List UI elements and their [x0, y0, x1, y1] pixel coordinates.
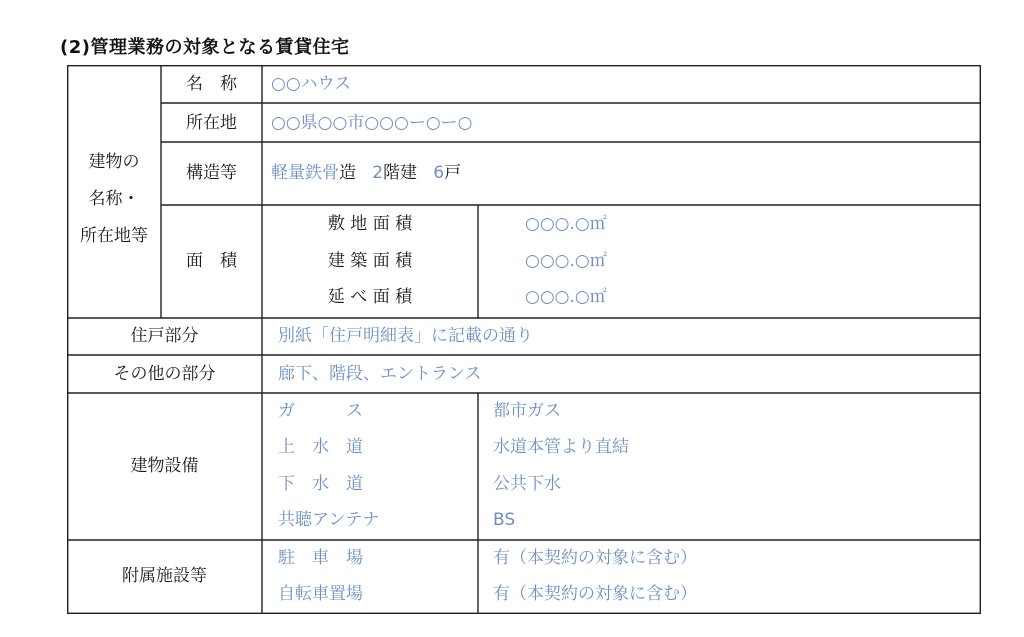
structure-floors-unit: 階建 — [383, 163, 418, 183]
equipment-antenna-value: BS — [493, 510, 516, 530]
units-value: 別紙「住戸明細表」に記載の通り — [278, 326, 533, 346]
other-label: その他の部分 — [113, 364, 216, 384]
area-total-label: 延 べ 面 積 — [327, 287, 413, 307]
structure-floors: 2 — [372, 163, 384, 183]
section-heading: (2)管理業務の対象となる賃貸住宅 — [60, 37, 350, 58]
left-group-label-2: 名称・ — [88, 189, 140, 209]
name-label: 名 称 — [186, 74, 237, 94]
equipment-water-value: 水道本管より直結 — [493, 437, 629, 457]
equipment-water-label: 上 水 道 — [278, 437, 363, 457]
facilities-bicycle-value: 有（本契約の対象に含む） — [493, 584, 697, 604]
equipment-label: 建物設備 — [130, 456, 199, 476]
left-group-label-1: 建物の — [88, 152, 140, 172]
structure-units: 6 — [433, 163, 445, 183]
equipment-sewer-value: 公共下水 — [493, 474, 561, 494]
units-label: 住戸部分 — [130, 326, 199, 346]
equipment-antenna-label: 共聴アンテナ — [278, 510, 380, 530]
structure-suffix: 造 — [339, 163, 356, 183]
area-building-value: ○○○.○㎡ — [525, 251, 607, 271]
address-value: ○○県○○市○○○ー○ー○ — [271, 113, 473, 133]
facilities-bicycle-label: 自転車置場 — [278, 584, 363, 604]
facilities-parking-label: 駐 車 場 — [278, 548, 363, 568]
area-site-value: ○○○.○㎡ — [525, 214, 607, 234]
area-site-label: 敷 地 面 積 — [327, 214, 413, 234]
structure-label: 構造等 — [186, 163, 237, 183]
facilities-label: 附属施設等 — [122, 566, 207, 586]
area-total-value: ○○○.○㎡ — [525, 287, 607, 307]
other-value: 廊下、階段、エントランス — [278, 364, 482, 384]
structure-value — [271, 165, 461, 182]
name-value: ○○ハウス — [271, 74, 352, 94]
facilities-parking-value: 有（本契約の対象に含む） — [493, 548, 697, 568]
equipment-gas-label: ガ ス — [278, 401, 363, 421]
property-table — [67, 65, 981, 614]
address-label: 所在地 — [186, 113, 237, 133]
structure-material: 軽量鉄骨 — [271, 163, 339, 183]
area-label: 面 積 — [186, 251, 237, 271]
structure-units-unit: 戸 — [444, 163, 462, 183]
left-group-label-3: 所在地等 — [80, 226, 148, 246]
area-building-label: 建 築 面 積 — [327, 251, 413, 271]
equipment-sewer-label: 下 水 道 — [278, 474, 363, 494]
equipment-gas-value: 都市ガス — [493, 401, 561, 421]
